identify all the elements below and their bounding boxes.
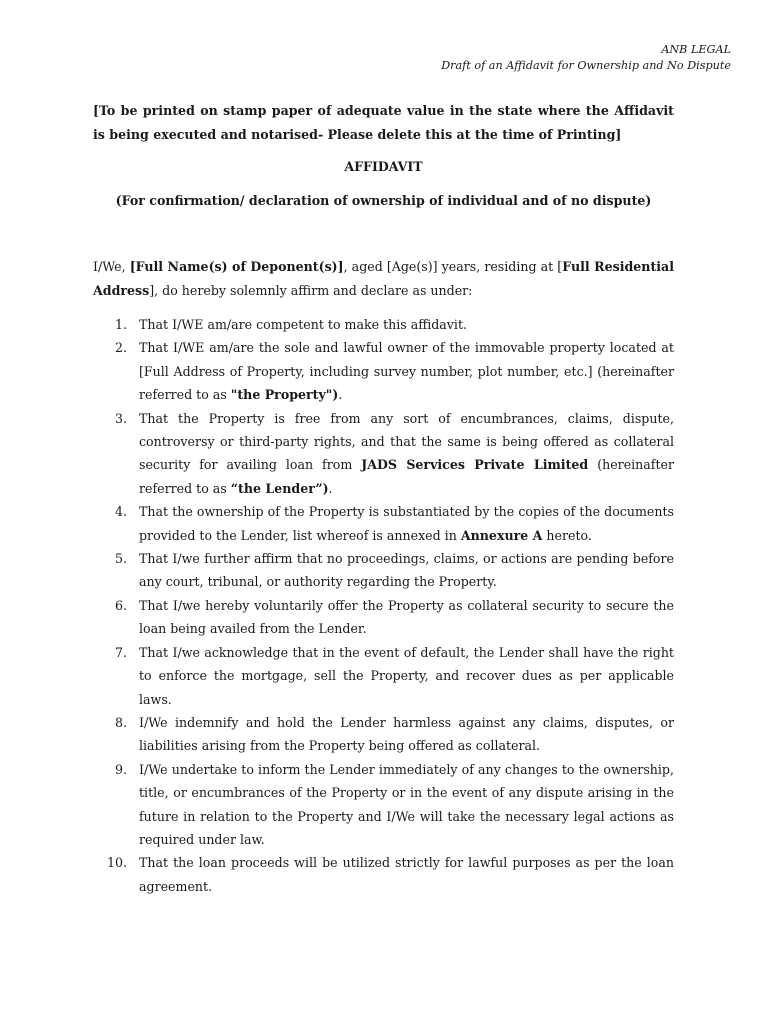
- item-text: .: [338, 387, 343, 403]
- item-bold-text: "the Property"): [230, 387, 339, 403]
- item-text: .: [328, 480, 333, 496]
- item-number: 4.: [114, 504, 127, 520]
- item-bold-text: “the Lender”): [230, 480, 329, 496]
- printing-note: [To be printed on stamp paper of adequate value in the state where the Affidavit is being executed and notarised- Please delete this at the time of Printing]: [93, 103, 674, 142]
- document-header: [441, 42, 731, 73]
- intro-text: ], do hereby solemnly affirm and declare as under:: [149, 283, 473, 298]
- firm-name: ANB LEGAL: [661, 43, 731, 56]
- intro-text: , aged [Age(s)] years, residing at [: [343, 259, 563, 274]
- item-number: 5.: [114, 551, 127, 567]
- list-item: [93, 407, 674, 501]
- item-text: I/We undertake to inform the Lender immediately of any changes to the ownership, title, or encumbrances of the Property or in the event of any dispute arising in the future in relation to the Property and I/We will take the necessary legal actions as required under law.: [139, 761, 674, 847]
- item-text: That I/WE am/are competent to make this affidavit.: [139, 317, 468, 332]
- list-item: [93, 851, 674, 898]
- list-item: [93, 641, 674, 711]
- lender-name: JADS Services Private Limited: [361, 457, 589, 473]
- document-title: Draft of an Affidavit for Ownership and No Dispute: [441, 58, 731, 72]
- declaration-list: [93, 313, 674, 898]
- list-item: [93, 313, 674, 336]
- deponent-name-placeholder: [Full Name(s) of Deponent(s)]: [129, 259, 344, 274]
- item-text: hereto.: [542, 527, 592, 543]
- item-number: 2.: [114, 340, 127, 356]
- list-item: [93, 336, 674, 406]
- item-text: (hereinafter referred to as: [139, 457, 674, 496]
- list-item: [93, 711, 674, 758]
- item-number: 6.: [114, 597, 127, 613]
- item-number: 10.: [106, 855, 127, 871]
- address-placeholder: Full Residential Address: [93, 259, 675, 298]
- item-text: That I/we further affirm that no proceedings, claims, or actions are pending before any court, tribunal, or authority regarding the Property.: [139, 551, 674, 590]
- item-text: That the loan proceeds will be utilized strictly for lawful purposes as per the loan agreement.: [139, 855, 674, 894]
- item-number: 1.: [114, 317, 127, 332]
- annexure-reference: Annexure A: [460, 527, 543, 543]
- affidavit-title: AFFIDAVIT: [344, 159, 423, 174]
- affidavit-subtitle: (For confirmation/ declaration of ownership of individual and of no dispute): [115, 193, 652, 208]
- item-text: I/We indemnify and hold the Lender harmless against any claims, disputes, or liabilities arising from the Property being offered as collateral.: [139, 714, 674, 754]
- item-text: That I/WE am/are the sole and lawful owner of the immovable property located at [Full Address of Property, including survey number, plot number, etc.] (hereinafter referred to as: [139, 340, 674, 403]
- list-item: [93, 547, 674, 594]
- item-text: That the ownership of the Property is substantiated by the copies of the documents provided to the Lender, list whereof is annexed in: [139, 504, 674, 543]
- intro-text: I/We,: [93, 259, 130, 274]
- list-item: [93, 500, 674, 547]
- item-number: 7.: [114, 644, 127, 660]
- list-item: [93, 594, 674, 641]
- list-item: [93, 758, 674, 852]
- intro-paragraph: [93, 255, 674, 303]
- item-number: 3.: [114, 410, 127, 426]
- item-text: That I/we acknowledge that in the event of default, the Lender shall have the right to enforce the mortgage, sell the Property, and recover dues as per applicable laws.: [139, 644, 674, 707]
- item-number: 8.: [114, 714, 127, 730]
- item-number: 9.: [114, 761, 127, 777]
- item-text: That the Property is free from any sort of encumbrances, claims, dispute, controversy or third-party rights, and that the same is being offered as collateral security for availing loan from: [139, 410, 674, 473]
- item-text: That I/we hereby voluntarily offer the Property as collateral security to secure the loan being availed from the Lender.: [139, 597, 674, 637]
